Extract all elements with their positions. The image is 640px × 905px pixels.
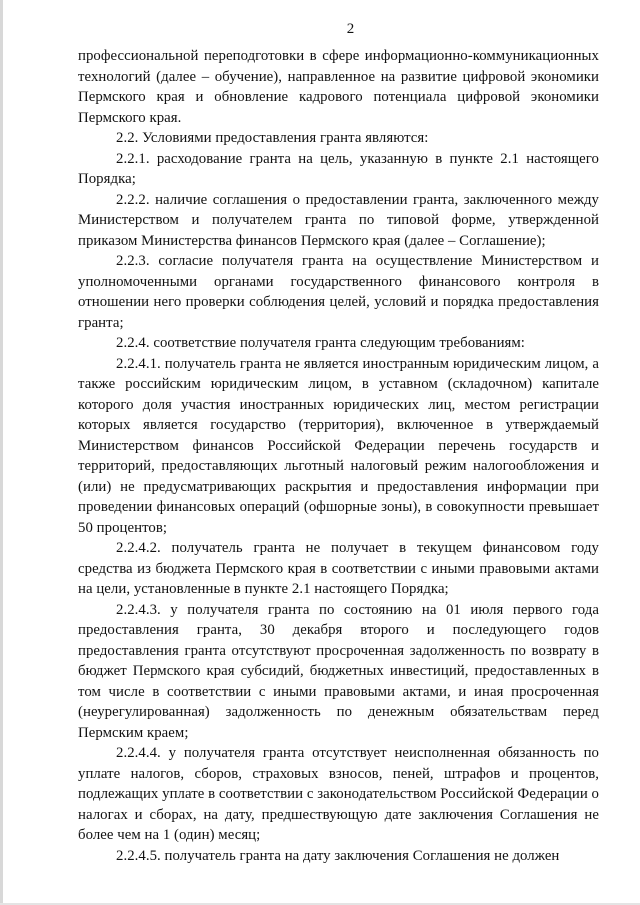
paragraph: 2.2.4. соответствие получателя гранта следующим требованиям: [116,335,525,351]
paragraph: 2.2.4.4. у получателя гранта отсутствует неисполненная обязанность по уплате налогов, сборов, страховых взносов, пеней, штрафов и процентов, подлежащих уплате в соответствии с законодательством Российской Федерации о налогах и сборах, на дату, предшествующую дате заключения Соглашения не более чем на 1 (один) месяц; [78,745,599,843]
scan-edge [0,0,3,905]
paragraph: 2.2.4.2. получатель гранта не получает в текущем финансовом году средства из бюджета Пермского края в соответствии с иными правовыми актами на цели, установленные в пункте 2.1 настоящего Порядка; [78,540,599,597]
paragraph: 2.2.4.3. у получателя гранта по состоянию на 01 июля первого года предоставления гранта, 30 декабря второго и последующего годов предоставления гранта отсутствуют просроченная задолженность по возврату в бюджет Пермского края субсидий, бюджетных инвестиций, предоставленных в том числе в соответствии с иными правовыми актами, и иная просроченная (неурегулированная) задолженность по денежным обязательствам перед Пермским краем; [78,601,599,741]
page-number: 2 [346,21,355,37]
paragraph: 2.2.2. наличие соглашения о предоставлении гранта, заключенного между Министерством и получателем гранта по типовой форме, утвержденной приказом Министерства финансов Пермского края (далее – Соглашение); [78,191,599,249]
document-body [78,46,599,866]
paragraph: 2.2. Условиями предоставления гранта являются: [116,130,429,146]
paragraph: 2.2.3. согласие получателя гранта на осуществление Министерством и уполномоченными органами государственного финансового контроля в отношении него проверки соблюдения целей, условий и порядка предоставления гранта; [78,253,599,331]
paragraph: профессиональной переподготовки в сфере информационно-коммуникационных технологий (далее – обучение), направленное на развитие цифровой экономики Пермского края и обновление кадрового потенциала цифровой экономики Пермского края. [78,48,599,126]
paragraph: 2.2.1. расходование гранта на цель, указанную в пункте 2.1 настоящего Порядка; [78,150,599,187]
paragraph: 2.2.4.1. получатель гранта не является иностранным юридическим лицом, а также российским юридическим лицом, в уставном (складочном) капитале которого доля участия иностранных юридических лиц, местом регистрации которых является государство (территория), включенное в утверждаемый Министерством финансов Российской Федерации перечень государств и территорий, предоставляющих льготный налоговый режим налогообложения и (или) не предусматривающих раскрытия и предоставления информации при проведении финансовых операций (офшорные зоны), в совокупности превышает 50 процентов; [78,355,599,536]
paragraph: 2.2.4.5. получатель гранта на дату заключения Соглашения не должен [116,847,560,864]
